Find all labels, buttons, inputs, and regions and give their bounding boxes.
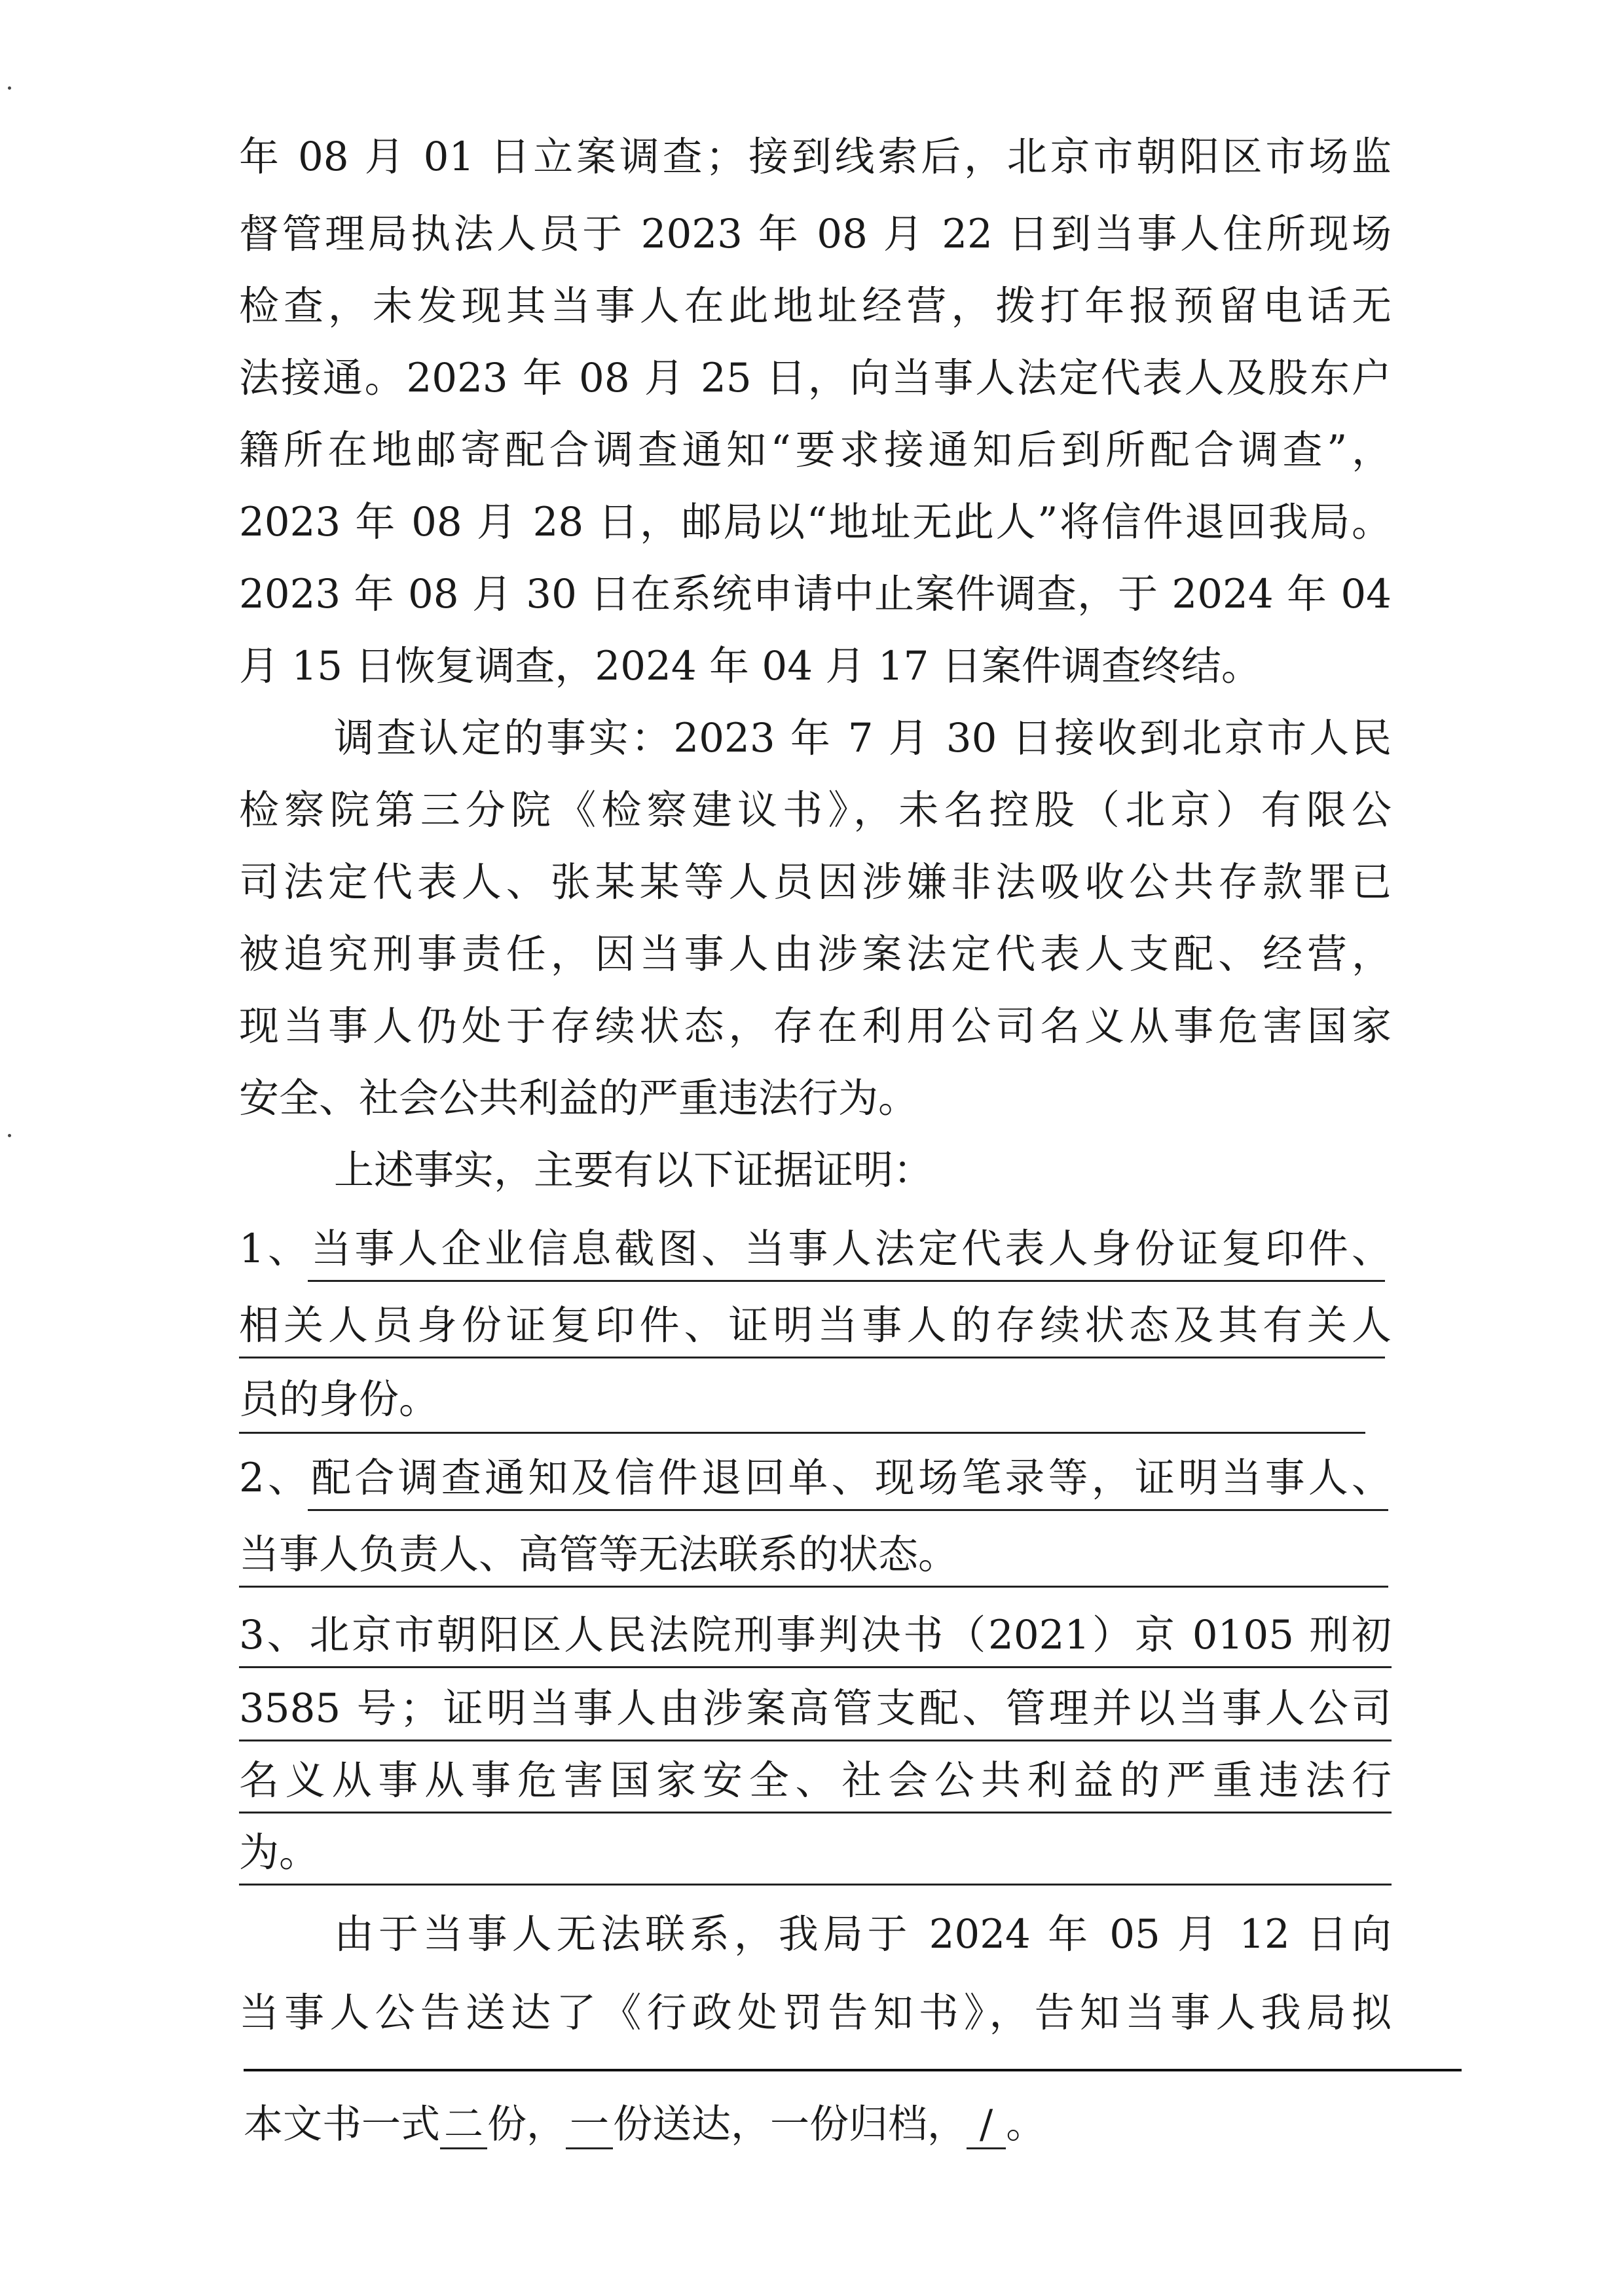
copies-footer <box>244 2098 1045 2151</box>
body-line: 当事人公告送达了《行政处罚告知书》，告知当事人我局拟 <box>239 1990 1392 2036</box>
underline <box>239 1666 1392 1668</box>
footer-suffix: 。 <box>1006 2102 1046 2147</box>
footer-divider <box>244 2069 1462 2071</box>
underline <box>308 1509 1388 1511</box>
evidence-item-3-line: 3、北京市朝阳区人民法院刑事判决书（2021）京 0105 刑初 <box>239 1612 1392 1658</box>
body-line: 检查，未发现其当事人在此地址经营，拨打年报预留电话无 <box>239 283 1392 329</box>
copies-count: 二 <box>440 2102 487 2149</box>
footer-text: 份， <box>487 2102 566 2147</box>
body-line: 上述事实，主要有以下证据证明： <box>334 1147 934 1194</box>
body-line: 安全、社会公共利益的严重违法行为。 <box>239 1075 919 1121</box>
evidence-item-1-line: 1、当事人企业信息截图、当事人法定代表人身份证复印件、 <box>239 1226 1392 1272</box>
body-line: 2023 年 08 月 28 日，邮局以“地址无此人”将信件退回我局。 <box>239 499 1392 545</box>
body-line: 由于当事人无法联系，我局于 2024 年 05 月 12 日向 <box>334 1911 1392 1958</box>
evidence-item-3-line: 3585 号；证明当事人由涉案高管支配、管理并以当事人公司 <box>239 1685 1392 1732</box>
body-line: 被追究刑事责任，因当事人由涉案法定代表人支配、经营， <box>239 931 1392 977</box>
evidence-item-3-line: 为。 <box>239 1829 320 1876</box>
evidence-item-1-line: 员的身份。 <box>239 1376 439 1423</box>
body-line: 现当事人仍处于存续状态，存在利用公司名义从事危害国家 <box>239 1003 1392 1049</box>
body-line: 司法定代表人、张某某等人员因涉嫌非法吸收公共存款罪已 <box>239 859 1392 905</box>
underline <box>308 1280 1385 1282</box>
footer-text: 份送达，一份归档， <box>613 2102 967 2147</box>
underline <box>239 1586 1388 1588</box>
underline <box>239 1357 1385 1358</box>
scan-speck <box>8 86 11 90</box>
underline <box>239 1432 1365 1434</box>
body-line: 2023 年 08 月 30 日在系统申请中止案件调查，于 2024 年 04 <box>239 571 1392 617</box>
body-line: 法接通。2023 年 08 月 25 日，向当事人法定代表人及股东户 <box>239 355 1392 401</box>
body-line: 籍所在地邮寄配合调查通知“要求接通知后到所配合调查”， <box>239 427 1392 473</box>
body-line: 月 15 日恢复调查，2024 年 04 月 17 日案件调查终结。 <box>239 643 1261 689</box>
body-line: 调查认定的事实：2023 年 7 月 30 日接收到北京市人民 <box>334 715 1392 761</box>
underline <box>239 1812 1392 1813</box>
underline <box>239 1740 1392 1741</box>
scan-speck <box>8 1134 11 1137</box>
served-count: 一 <box>566 2102 613 2149</box>
evidence-item-1-line: 相关人员身份证复印件、证明当事人的存续状态及其有关人 <box>239 1302 1392 1349</box>
body-line: 检察院第三分院《检察建议书》，未名控股（北京）有限公 <box>239 787 1392 833</box>
underline <box>239 1884 1392 1886</box>
evidence-item-2-line: 2、配合调查通知及信件退回单、现场笔录等，证明当事人、 <box>239 1455 1392 1501</box>
blank-field: / <box>967 2102 1006 2149</box>
evidence-item-3-line: 名义从事从事危害国家安全、社会公共利益的严重违法行 <box>239 1757 1392 1804</box>
body-line: 年 08 月 01 日立案调查；接到线索后，北京市朝阳区市场监 <box>239 134 1392 180</box>
evidence-item-2-line: 当事人负责人、高管等无法联系的状态。 <box>239 1531 959 1578</box>
body-line: 督管理局执法人员于 2023 年 08 月 22 日到当事人住所现场 <box>239 211 1392 257</box>
footer-prefix: 本文书一式 <box>244 2102 440 2147</box>
